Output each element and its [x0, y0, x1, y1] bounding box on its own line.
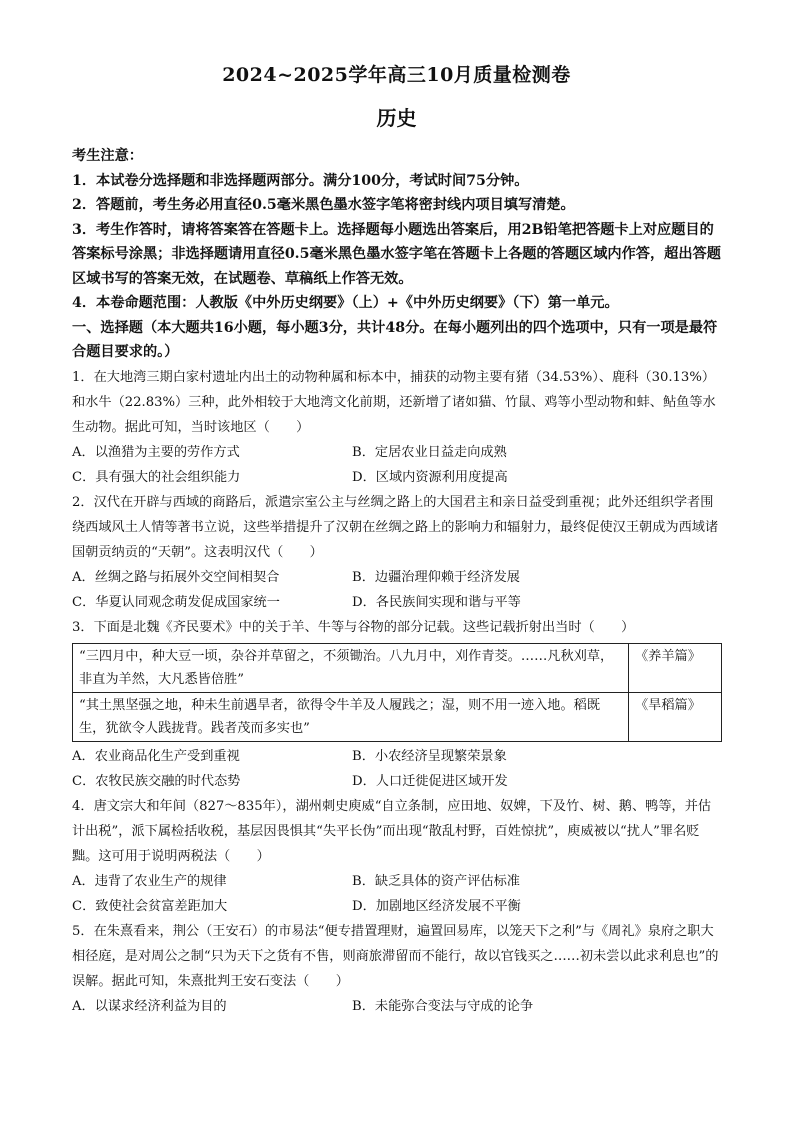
option-c: C．致使社会贫富差距加大: [72, 898, 228, 914]
table-row: [73, 643, 722, 692]
table-cell-quote: “其土黑坚强之地，种未生前遇旱者，欲得令牛羊及人履践之；湿，则不用一迹入地。稻既生，犹欲令人践拢背。践者茂而多实也”: [73, 692, 629, 741]
option-d: D．区域内资源利用度提高: [352, 469, 508, 485]
question-stem: 2．汉代在开辟与西域的商路后，派遣宗室公主与丝绸之路上的大国君主和亲日益受到重视；此外还组织学者围绕西域风土人情等著书立说，这些举措提升了汉朝在丝绸之路上的影响力和辐射力，最终促使汉王朝成为西域诸国朝贡纳贡的“天朝”。这表明汉代（ ）: [72, 494, 719, 560]
option-c: C．华夏认同观念萌发促成国家统一: [72, 594, 280, 610]
option-a: A．农业商品化生产受到重视: [72, 748, 240, 764]
option-b: B．边疆治理仰赖于经济发展: [352, 569, 520, 585]
exam-content: [72, 144, 722, 1019]
option-b: B．未能弥合变法与守成的论争: [352, 998, 534, 1014]
options: [72, 994, 722, 1019]
question-1: [72, 365, 722, 490]
option-a: A．违背了农业生产的规律: [72, 873, 227, 889]
exam-title: 2024~2025学年高三10月质量检测卷: [222, 64, 571, 86]
notice-item: 3．考生作答时，请将答案答在答题卡上。选择题每小题选出答案后，用2B铅笔把答题卡上对应题目的答案标号涂黑；非选择题请用直径0.5毫米黑色墨水签字笔在答题卡上各题的答题区域内作答，超出答题区域书写的答案无效，在试题卷、草稿纸上作答无效。: [72, 221, 721, 287]
option-a: A．丝绸之路与拓展外交空间相契合: [72, 569, 280, 585]
option-d: D．人口迁徙促进区域开发: [352, 773, 508, 789]
notice-item: 2．答题前，考生务必用直径0.5毫米黑色墨水签字笔将密封线内项目填写清楚。: [72, 197, 575, 213]
question-stem: 1．在大地湾三期白家村遗址内出土的动物种属和标本中，捕获的动物主要有猪（34.53%）、鹿科（30.13%）和水牛（22.83%）三种，此外相较于大地湾文化前期，还新增了诸如猫、竹鼠、鸡等小型动物和蚌、鲇鱼等水生动物。据此可知，当时该地区（ ）: [72, 369, 716, 435]
table-cell-source: 《旱稻篇》: [629, 692, 722, 741]
option-b: B．缺乏具体的资产评估标准: [352, 873, 520, 889]
section-heading: 一、选择题（本大题共16小题，每小题3分，共计48分。在每小题列出的四个选项中，只有一项是最符合题目要求的。）: [72, 319, 718, 360]
option-c: C．具有强大的社会组织能力: [72, 469, 241, 485]
notice-item: 4．本卷命题范围：人教版《中外历史纲要》（上）+《中外历史纲要》（下）第一单元。: [72, 295, 619, 311]
question-2: [72, 490, 722, 615]
question-stem: 5．在朱熹看来，荆公（王安石）的市易法“便专措置理财，遍置回易库，以笼天下之利”与《周礼》泉府之职大相径庭，是对周公之制“只为天下之货有不售，则商旅滞留而不能行，故以官钱买之……初未尝以此求利息也”的误解。据此可知，朱熹批判王安石变法（ ）: [72, 923, 719, 989]
source-table: [72, 643, 722, 742]
notice-item: 1．本试卷分选择题和非选择题两部分。满分100分，考试时间75分钟。: [72, 172, 529, 189]
option-a: A．以渔猎为主要的劳作方式: [72, 444, 240, 460]
table-cell-quote: “三四月中，种大豆一顷，杂谷并草留之，不须锄治。八九月中，刈作青茭。……凡秋刈草，非直为羊然，大凡悉皆倍胜”: [73, 643, 629, 692]
question-stem: 4．唐文宗大和年间（827～835年），湖州刺史庾威“自立条制，应田地、奴婢，下及竹、树、鹅、鸭等，并估计出税”，派下属检括收税，基层因畏惧其“失平长伪”而出现“散乱村野，百姓惊扰”，庾威被以“扰人”罪名贬黜。这可用于说明两税法（ ）: [72, 798, 712, 864]
option-d: D．加剧地区经济发展不平衡: [352, 898, 521, 914]
option-c: C．农牧民族交融的时代态势: [72, 773, 241, 789]
table-row: [73, 692, 722, 741]
question-4: [72, 794, 722, 919]
table-cell-source: 《养羊篇》: [629, 643, 722, 692]
question-5: [72, 919, 722, 1019]
subject-title: 历史: [376, 106, 417, 130]
question-3: [72, 615, 722, 794]
options: [72, 744, 722, 794]
notice-heading: 考生注意：: [72, 148, 143, 164]
options: [72, 565, 722, 615]
option-b: B．小农经济呈现繁荣景象: [352, 748, 507, 764]
option-a: A．以谋求经济利益为目的: [72, 998, 227, 1014]
options: [72, 440, 722, 490]
options: [72, 869, 722, 919]
option-d: D．各民族间实现和谐与平等: [352, 594, 521, 610]
question-stem: 3．下面是北魏《齐民要术》中的关于羊、牛等与谷物的部分记载。这些记载折射出当时（ ）: [72, 619, 635, 635]
option-b: B．定居农业日益走向成熟: [352, 444, 507, 460]
